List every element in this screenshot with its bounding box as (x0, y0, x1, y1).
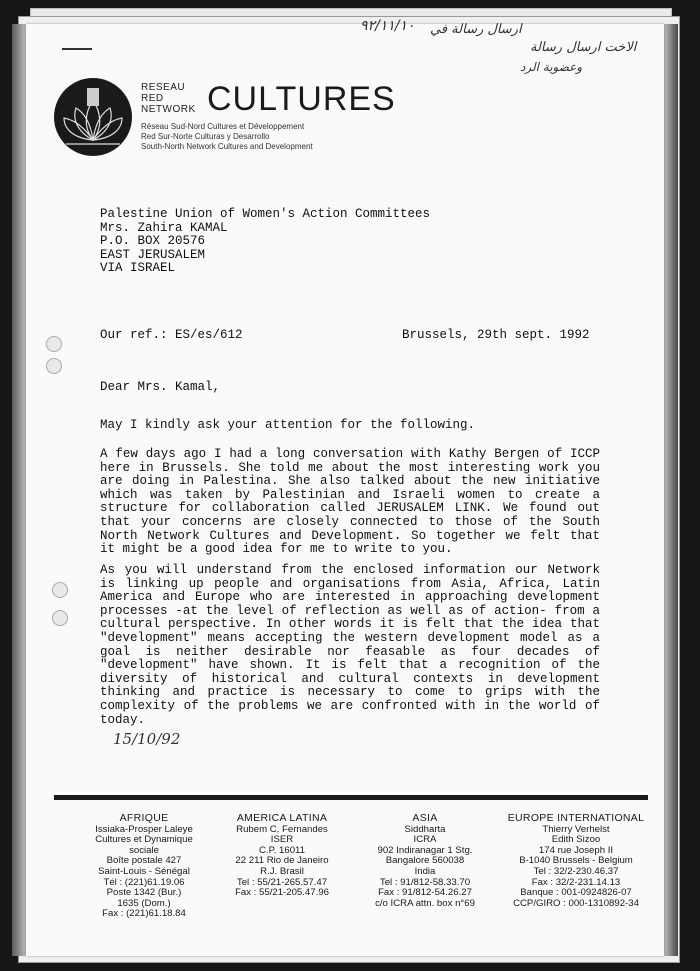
punch-hole (52, 610, 68, 626)
footer-line: B-1040 Brussels - Belgium (519, 855, 633, 867)
logo-line-reseau: RESEAU (141, 82, 186, 93)
lotus-icon (54, 78, 132, 156)
footer-line: Siddharta (404, 823, 446, 835)
logo-tagline (141, 122, 313, 152)
footer-line: 902 Indiranagar 1 Stg. (377, 844, 473, 856)
footer-line: Tel : 55/21-265.57.47 (236, 876, 328, 888)
margin-mark (62, 48, 92, 50)
punch-hole (46, 336, 62, 352)
footer-line: 22 211 Rio de Janeiro (235, 855, 329, 867)
page-edge-right (664, 24, 678, 956)
punch-hole (52, 582, 68, 598)
handwritten-note-1: ارسال رسالة في (430, 22, 522, 37)
tagline-en: South-North Network Cultures and Development (141, 142, 313, 151)
footer-divider (54, 795, 648, 800)
footer-line: Tel : 91/812-58.33.70 (379, 876, 471, 888)
recipient-address (100, 208, 430, 276)
tagline-fr: Réseau Sud-Nord Cultures et Développement (141, 122, 305, 131)
footer-line: ICRA (413, 834, 437, 846)
footer-line: CCP/GIRO : 000-1310892-34 (513, 897, 639, 909)
handwritten-date-bottom: 15/10/92 (113, 730, 181, 748)
footer-line: Fax : (221)61.18.84 (102, 908, 186, 920)
network-logo (54, 78, 132, 156)
logo-name: CULTURES (207, 80, 396, 118)
footer-line: Fax : 32/2-231.14.13 (531, 876, 621, 888)
punch-hole (46, 358, 62, 374)
tagline-es: Red Sur-Norte Culturas y Desarrollo (141, 132, 270, 141)
logo-line-network: NETWORK (141, 104, 196, 115)
address-line: Mrs. Zahira KAMAL (100, 220, 228, 235)
paragraph-2: As you will understand from the enclosed information our Network is linking up people and organisations from Asia, Africa, Latin America and Europe who are interested in approaching development processes -at the level of reflection as well as of action- from a cultural perspective. In other words it is felt that the idea that "development" means accepting the western development model as a goal is neither desirable nor feasable as four decades of "development" have shown. It is felt that a recognition of the diversity of historical and cultural contexts in development thinking and practice is necessary to come to grips with the complexity of the problems we are confronted with in the world of today. (100, 563, 600, 727)
footer-line: Bangalore 560038 (385, 855, 465, 867)
footer-line: 1635 (Dom.) (117, 897, 171, 909)
address-line: VIA ISRAEL (100, 261, 176, 275)
paragraph-1: A few days ago I had a long conversation with Kathy Bergen of ICCP here in Brussels. She told me about the most interesting work you are doing in Palestina. She also talked about the new initiative which was taken by Palestinian and Israeli women to create a structure for collaboration called JERUSALEM LINK. We found out that your concerns are closely connected to those of the South North Network Cultures and Development. So together we felt that it might be a good idea for me to write to you. (100, 447, 600, 557)
handwritten-date-top: ٩٢/١١/١٠ (360, 18, 415, 34)
page-edge-left (12, 24, 26, 956)
footer-line: Tél : (221)61.19.06 (103, 876, 185, 888)
logo-small-text (141, 82, 196, 115)
address-line: P.O. BOX 20576 (100, 234, 206, 248)
footer-line: Fax : 91/812-54.26.27 (378, 887, 472, 899)
footer-line: Boîte postale 427 (106, 855, 182, 867)
footer-line: Cultures et Dynamique sociale (95, 834, 193, 856)
footer-africa (84, 813, 204, 920)
footer-line: R.J. Brasil (260, 865, 304, 877)
footer-line: Saint-Louis - Sénégal (98, 865, 190, 877)
salutation: Dear Mrs. Kamal, (100, 380, 221, 394)
region-title: EUROPE INTERNATIONAL (507, 812, 645, 824)
footer-line: Poste 1342 (Bur.) (106, 887, 182, 899)
footer-asia (365, 813, 485, 909)
reference: Our ref.: ES/es/612 (100, 328, 243, 342)
footer-line: c/o ICRA attn. box n°69 (375, 897, 475, 909)
footer-line: India (414, 865, 436, 877)
footer-line: 174 rue Joseph II (538, 844, 614, 856)
address-line: EAST JERUSALEM (100, 247, 206, 262)
footer-line: Rubem C. Fernandes (236, 823, 328, 835)
handwritten-note-3: وعضوية الرد (520, 60, 583, 74)
footer-line: Banque : 001-0924826-07 (520, 887, 632, 899)
handwritten-note-2: الاخت ارسال رسالة (530, 40, 637, 55)
footer-line: Tel : 32/2-230.46.37 (533, 865, 619, 877)
logo-line-red: RED (141, 93, 164, 104)
footer-europe (506, 813, 646, 909)
footer-latin-america (222, 813, 342, 899)
footer-line: ISER (270, 834, 294, 846)
footer-line: Thierry Verhelst (542, 823, 610, 835)
region-title: AMERICA LATINA (236, 812, 328, 824)
footer-line: Issiaka-Prosper Laleye (95, 823, 193, 835)
address-line: Palestine Union of Women's Action Committees (100, 207, 431, 221)
footer-line: Fax : 55/21-205.47.96 (235, 887, 329, 899)
opening-line: May I kindly ask your attention for the following. (100, 418, 476, 432)
footer-line: Edith Sizoo (551, 834, 601, 846)
region-title: AFRIQUE (119, 812, 169, 824)
region-title: ASIA (412, 812, 438, 824)
letter-date: Brussels, 29th sept. 1992 (402, 328, 590, 342)
footer-line: C.P. 16011 (258, 844, 306, 856)
